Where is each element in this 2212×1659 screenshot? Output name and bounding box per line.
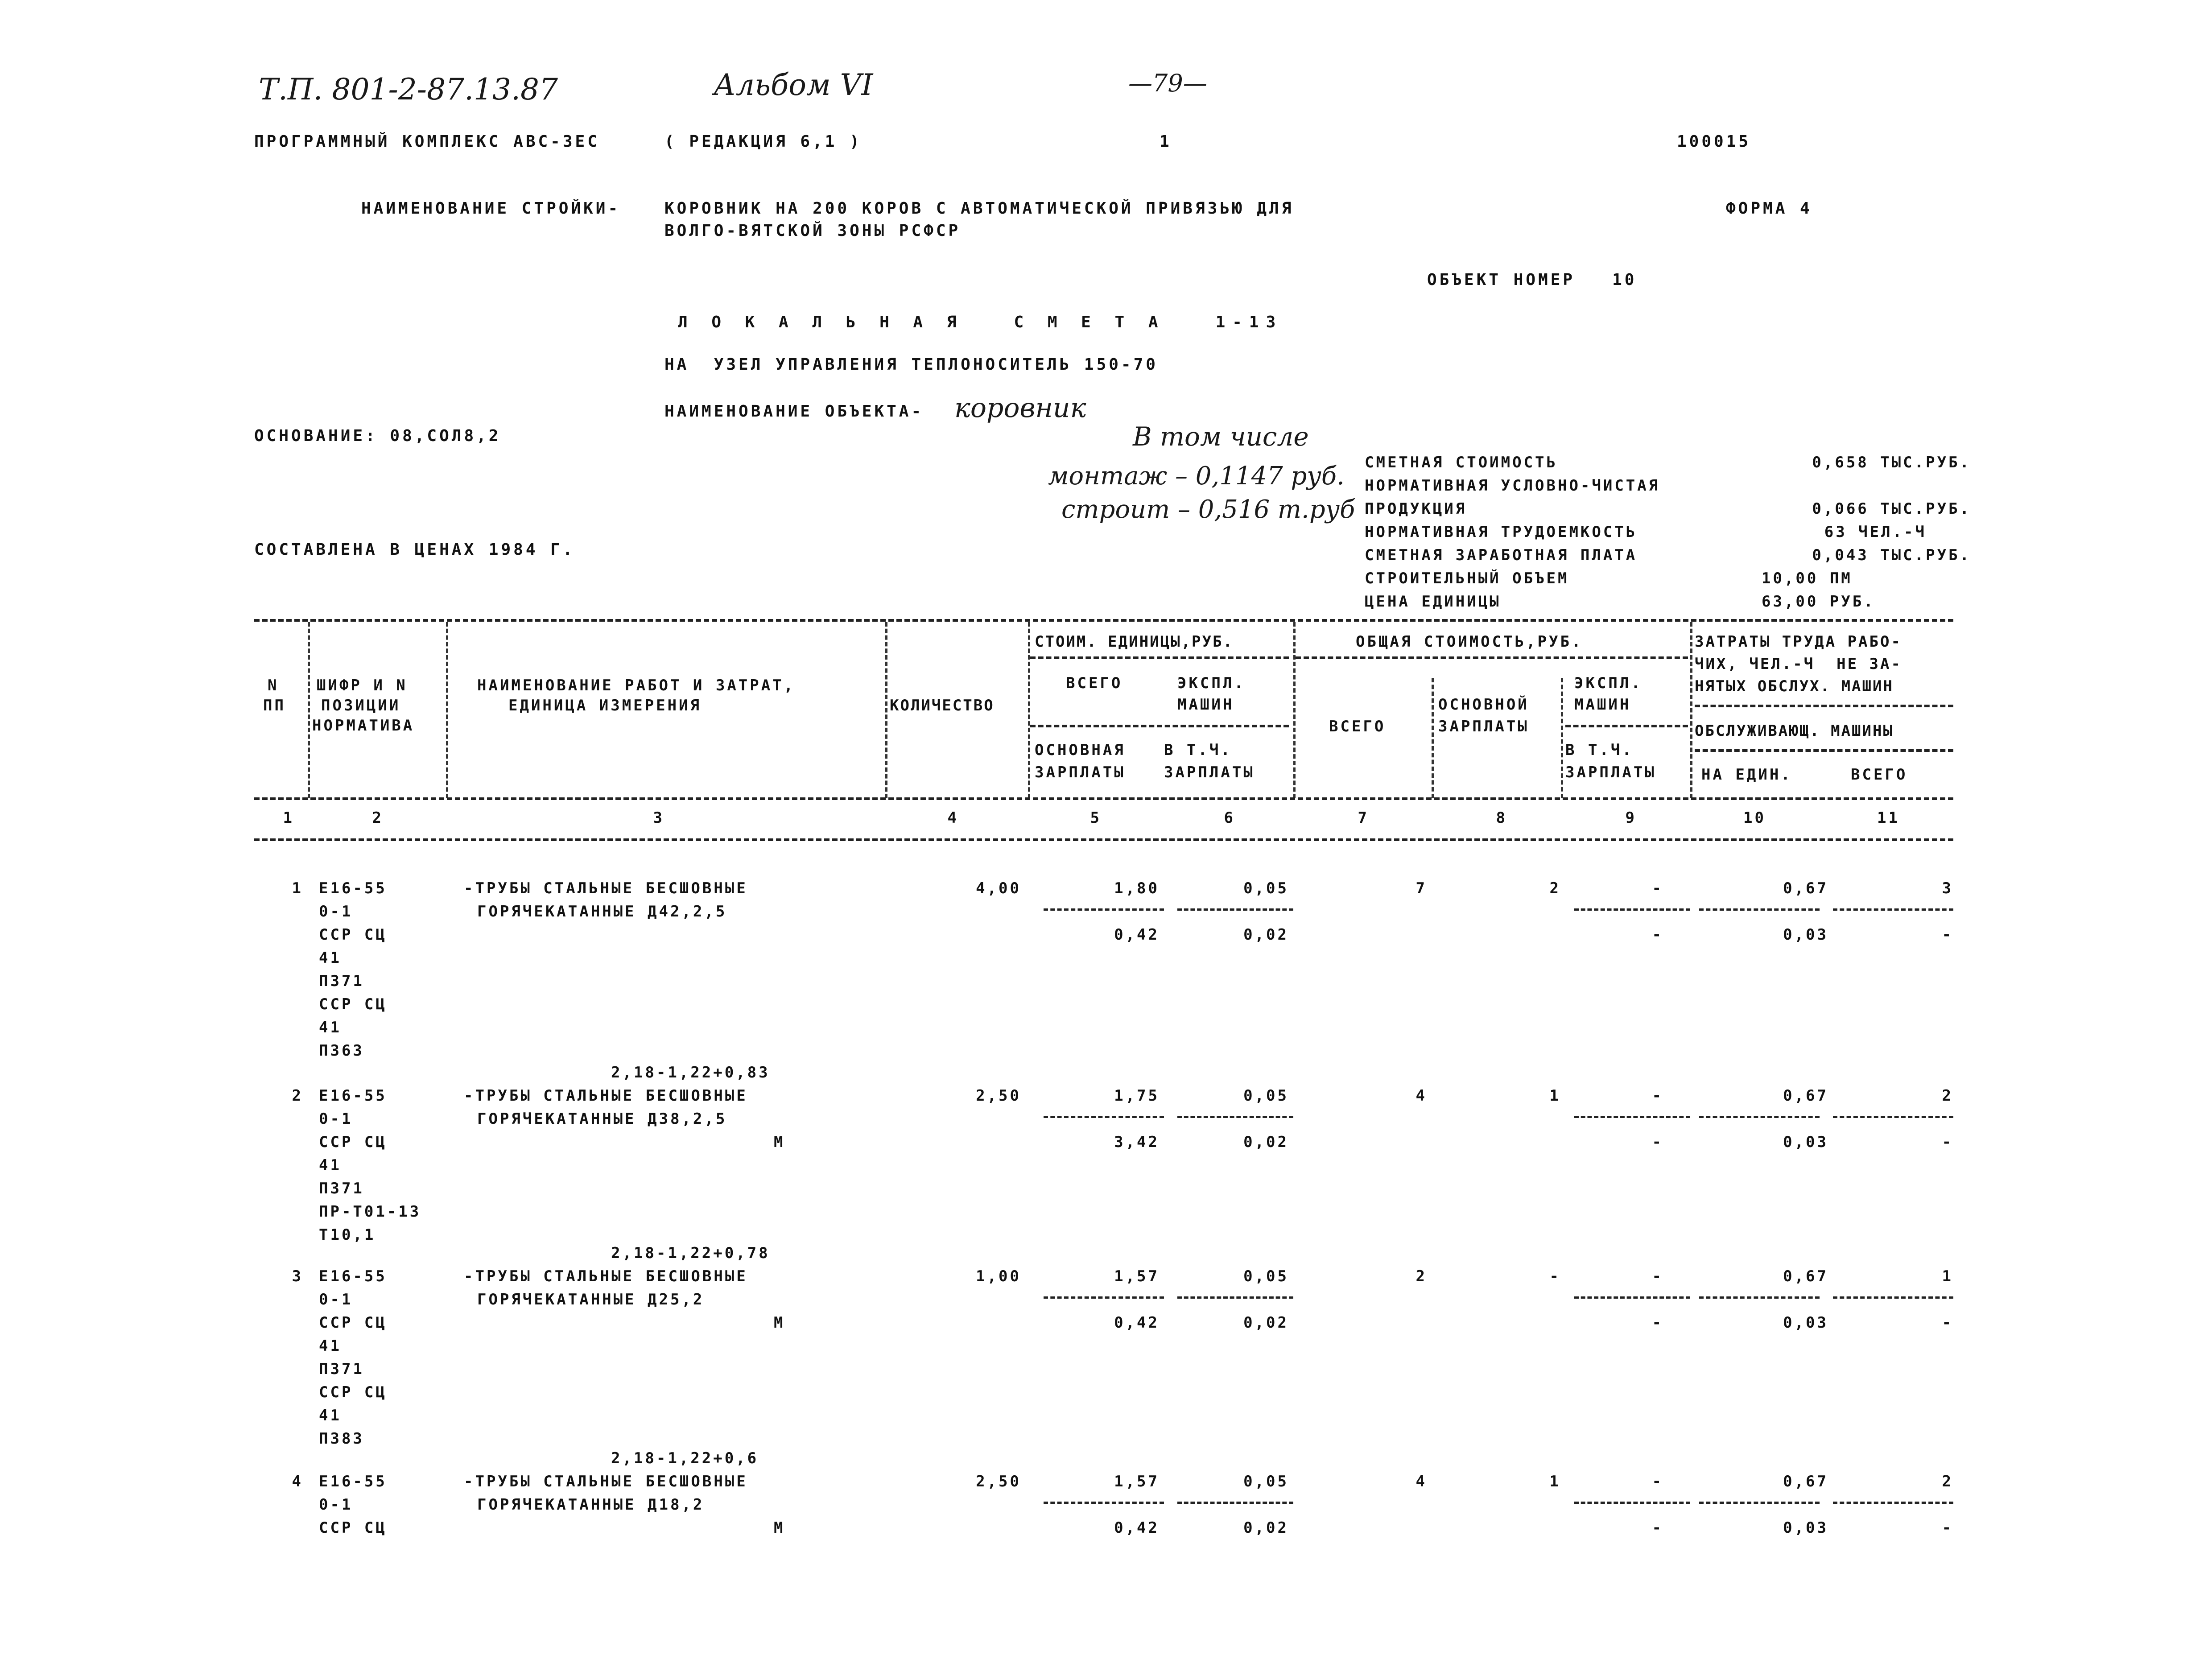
hdr-name: ЕДИНИЦА ИЗМЕРЕНИЯ: [508, 697, 702, 714]
row-number: 3: [292, 1267, 303, 1285]
row-unit-mach: 0,05: [1243, 1473, 1289, 1490]
row-code-line: ПР-Т01-13: [319, 1203, 421, 1221]
row-total-mach: -: [1652, 879, 1663, 897]
row-subrule: [1044, 1116, 1164, 1118]
row-subrule: [1833, 1296, 1953, 1299]
summary-label: СМЕТНАЯ ЗАРАБОТНАЯ ПЛАТА: [1365, 546, 1638, 564]
col-divider: [446, 622, 448, 798]
summary-label: НОРМАТИВНАЯ УСЛОВНО-ЧИСТАЯ: [1365, 477, 1660, 495]
row-subrule: [1044, 1502, 1164, 1504]
construction-line-1: КОРОВНИК НА 200 КОРОВ С АВТОМАТИЧЕСКОЙ ПРИВЯЗЬЮ ДЛЯ: [664, 199, 1294, 218]
row-subrule: [1574, 908, 1690, 911]
col-divider: [1293, 622, 1296, 798]
row-code-line: ССР СЦ: [319, 995, 387, 1013]
colnum: 9: [1625, 809, 1637, 827]
row-labor-total-mach: -: [1942, 1133, 1953, 1151]
row-code-line: ССР СЦ: [319, 1314, 387, 1332]
row-code-line: 41: [319, 1407, 342, 1424]
header-subrule: [1695, 749, 1953, 752]
colnum: 6: [1224, 809, 1235, 827]
row-total-mach-wage: -: [1652, 926, 1663, 944]
hdr-total-zp: ЗАРПЛАТЫ: [1565, 763, 1656, 781]
row-unit-cost: 1,57: [1114, 1267, 1160, 1285]
summary-value: 0,066 ТЫС.РУБ.: [1812, 500, 1971, 518]
row-labor-total: 1: [1942, 1267, 1953, 1285]
row-subrule: [1699, 1116, 1820, 1118]
hdr-total-ekspl: МАШИН: [1574, 696, 1631, 714]
colnum: 3: [653, 809, 664, 827]
header-subrule: [1030, 725, 1289, 727]
row-code-line: П383: [319, 1430, 364, 1448]
row-name-line-1: -ТРУБЫ СТАЛЬНЫЕ БЕСШОВНЫЕ: [464, 1267, 748, 1285]
hdr-unit-cost: СТОИМ. ЕДИНИЦЫ,РУБ.: [1035, 633, 1234, 651]
summary-label: ЦЕНА ЕДИНИЦЫ: [1365, 593, 1501, 611]
row-name-line-2: ГОРЯЧЕКАТАННЫЕ Д25,2: [477, 1291, 705, 1308]
hdr-name: НАИМЕНОВАНИЕ РАБОТ И ЗАТРАТ,: [477, 677, 796, 694]
row-total-wage: 2: [1549, 879, 1561, 897]
row-quantity: 4,00: [976, 879, 1021, 897]
row-name-line-1: -ТРУБЫ СТАЛЬНЫЕ БЕСШОВНЫЕ: [464, 879, 748, 897]
row-total-mach-wage: -: [1652, 1314, 1663, 1332]
row-total-wage: 1: [1549, 1087, 1561, 1105]
colnum-bottom-rule: [254, 838, 1953, 841]
row-total: 2: [1416, 1267, 1427, 1285]
col-divider: [1690, 622, 1692, 798]
hdr-labor: ВСЕГО: [1851, 766, 1908, 784]
colnum: 11: [1877, 809, 1900, 827]
row-subrule: [1574, 1116, 1690, 1118]
row-labor-unit-mach: 0,03: [1783, 926, 1828, 944]
row-labor-unit: 0,67: [1783, 1267, 1828, 1285]
row-unit: М: [774, 1314, 785, 1332]
hdr-total-ekspl: ЭКСПЛ.: [1574, 674, 1642, 692]
row-code-line: Е16-55: [319, 1473, 387, 1490]
row-unit-wage: 0,42: [1114, 1519, 1160, 1537]
row-code-line: 0-1: [319, 1496, 353, 1514]
row-total-wage: -: [1549, 1267, 1561, 1285]
row-name-line-1: -ТРУБЫ СТАЛЬНЫЕ БЕСШОВНЫЕ: [464, 1473, 748, 1490]
row-unit-mach-wage: 0,02: [1243, 926, 1289, 944]
row-subrule: [1833, 908, 1953, 911]
colnum: 1: [283, 809, 294, 827]
album-label: Альбом VI: [714, 68, 873, 102]
program-code: 100015: [1677, 132, 1751, 151]
row-total-mach: -: [1652, 1087, 1663, 1105]
row-total-mach: -: [1652, 1267, 1663, 1285]
page-number: —79—: [1128, 69, 1207, 97]
colnum: 2: [372, 809, 384, 827]
row-labor-unit-mach: 0,03: [1783, 1133, 1828, 1151]
row-labor-total: 2: [1942, 1473, 1953, 1490]
hdr-qty: КОЛИЧЕСТВО: [890, 697, 995, 714]
hdr-pp: ПП: [263, 697, 286, 714]
header-subrule: [1030, 656, 1289, 659]
row-unit-wage: 0,42: [1114, 1314, 1160, 1332]
colnum: 10: [1743, 809, 1766, 827]
price-level: СОСТАВЛЕНА В ЦЕНАХ 1984 Г.: [254, 541, 575, 559]
row-name-line-2: ГОРЯЧЕКАТАННЫЕ Д42,2,5: [477, 903, 727, 920]
hdr-code: ШИФР И N: [317, 677, 408, 694]
row-total-mach-wage: -: [1652, 1519, 1663, 1537]
hdr-zarplaty: ЗАРПЛАТЫ: [1035, 763, 1126, 781]
row-number: 2: [292, 1087, 303, 1105]
row-code-line: 0-1: [319, 1110, 353, 1128]
row-labor-total-mach: -: [1942, 1519, 1953, 1537]
row-subrule: [1699, 908, 1820, 911]
row-subrule: [1574, 1502, 1690, 1504]
hdr-n: N: [268, 677, 279, 694]
row-labor-unit: 0,67: [1783, 1087, 1828, 1105]
row-name-line-1: -ТРУБЫ СТАЛЬНЫЕ БЕСШОВНЫЕ: [464, 1087, 748, 1105]
row-code-line: П363: [319, 1042, 364, 1060]
handwritten-note-2: монтаж – 0,1147 руб.: [1048, 462, 1345, 491]
program-mark: 1: [1160, 132, 1172, 151]
row-formula: 2,18-1,22+0,83: [611, 1064, 770, 1081]
row-labor-unit-mach: 0,03: [1783, 1519, 1828, 1537]
row-number: 4: [292, 1473, 303, 1490]
row-code-line: П371: [319, 972, 364, 990]
construction-label: НАИМЕНОВАНИЕ СТРОЙКИ-: [361, 199, 621, 218]
row-total-mach-wage: -: [1652, 1133, 1663, 1151]
row-code-line: ССР СЦ: [319, 1383, 387, 1401]
row-code-line: 0-1: [319, 903, 353, 920]
header-subrule: [1296, 656, 1688, 659]
summary-value: 63 ЧЕЛ.-Ч: [1824, 523, 1927, 541]
hdr-ekspl: МАШИН: [1177, 696, 1234, 714]
summary-value: 0,043 ТЫС.РУБ.: [1812, 546, 1971, 564]
summary-label: НОРМАТИВНАЯ ТРУДОЕМКОСТЬ: [1365, 523, 1638, 541]
table-top-rule: [254, 619, 1953, 622]
row-labor-total-mach: -: [1942, 926, 1953, 944]
row-code-line: П371: [319, 1360, 364, 1378]
project-code: Т.П. 801-2-87.13.87: [259, 72, 558, 107]
object-handwritten: коровник: [954, 392, 1086, 424]
row-quantity: 2,50: [976, 1087, 1021, 1105]
row-unit-mach: 0,05: [1243, 879, 1289, 897]
colnum: 4: [947, 809, 959, 827]
row-labor-total: 2: [1942, 1087, 1953, 1105]
hdr-zarplaty: ЗАРПЛАТЫ: [1164, 763, 1255, 781]
summary-value: 0,658 ТЫС.РУБ.: [1812, 454, 1971, 471]
object-label: НАИМЕНОВАНИЕ ОБЪЕКТА-: [664, 402, 924, 421]
handwritten-note-1: В том числе: [1133, 421, 1309, 452]
header-bottom-rule: [254, 797, 1953, 800]
hdr-total-osn: ОСНОВНОЙ: [1438, 696, 1529, 714]
row-code-line: 41: [319, 1019, 342, 1036]
row-subrule: [1574, 1296, 1690, 1299]
row-code-line: П371: [319, 1180, 364, 1197]
hdr-code: НОРМАТИВА: [312, 717, 415, 735]
row-subrule: [1177, 1502, 1293, 1504]
construction-line-2: ВОЛГО-ВЯТСКОЙ ЗОНЫ РСФСР: [664, 222, 961, 240]
row-code-line: 0-1: [319, 1291, 353, 1308]
row-code-line: 41: [319, 949, 342, 967]
row-subrule: [1044, 1296, 1164, 1299]
estimate-subject: НА УЗЕЛ УПРАВЛЕНИЯ ТЕПЛОНОСИТЕЛЬ 150-70: [664, 355, 1158, 374]
row-unit-cost: 1,75: [1114, 1087, 1160, 1105]
row-code-line: 41: [319, 1337, 342, 1355]
row-subrule: [1699, 1296, 1820, 1299]
row-subrule: [1699, 1502, 1820, 1504]
row-code-line: Е16-55: [319, 879, 387, 897]
row-formula: 2,18-1,22+0,78: [611, 1244, 770, 1262]
row-unit-wage: 3,42: [1114, 1133, 1160, 1151]
row-unit-mach-wage: 0,02: [1243, 1519, 1289, 1537]
handwritten-note-3: строит – 0,516 т.руб: [1061, 495, 1355, 524]
row-unit-mach: 0,05: [1243, 1267, 1289, 1285]
hdr-vtch: В Т.Ч.: [1164, 741, 1232, 759]
colnum: 7: [1358, 809, 1369, 827]
row-code-line: 41: [319, 1156, 342, 1174]
row-unit-wage: 0,42: [1114, 926, 1160, 944]
row-subrule: [1044, 908, 1164, 911]
hdr-labor: ЧИХ, ЧЕЛ.-Ч НЕ ЗА-: [1695, 655, 1902, 673]
row-labor-total: 3: [1942, 879, 1953, 897]
row-subrule: [1833, 1116, 1953, 1118]
object-number: ОБЪЕКТ НОМЕР 10: [1427, 271, 1637, 289]
row-unit-mach: 0,05: [1243, 1087, 1289, 1105]
row-unit-mach-wage: 0,02: [1243, 1133, 1289, 1151]
hdr-total-vsego: ВСЕГО: [1329, 718, 1386, 735]
hdr-total-osn: ЗАРПЛАТЫ: [1438, 718, 1529, 735]
col-divider: [1028, 622, 1030, 798]
program-name: ПРОГРАММНЫЙ КОМПЛЕКС АВС-3ЕС: [254, 132, 600, 151]
row-name-line-2: ГОРЯЧЕКАТАННЫЕ Д18,2: [477, 1496, 705, 1514]
program-edition: ( РЕДАКЦИЯ 6,1 ): [664, 132, 862, 151]
col-divider: [1432, 678, 1434, 798]
hdr-labor: НА ЕДИН.: [1701, 766, 1792, 784]
row-labor-unit: 0,67: [1783, 1473, 1828, 1490]
row-code-line: Е16-55: [319, 1267, 387, 1285]
summary-value: 63,00 РУБ.: [1762, 593, 1875, 611]
row-labor-unit: 0,67: [1783, 879, 1828, 897]
summary-label: СМЕТНАЯ СТОИМОСТЬ: [1365, 454, 1558, 471]
row-quantity: 2,50: [976, 1473, 1021, 1490]
basis: ОСНОВАНИЕ: 08,СОЛ8,2: [254, 427, 501, 445]
estimate-title: Л О К А Л Ь Н А Я С М Е Т А 1-13: [678, 313, 1283, 331]
row-code-line: ССР СЦ: [319, 926, 387, 944]
row-formula: 2,18-1,22+0,6: [611, 1449, 759, 1467]
summary-value: 10,00 ПМ: [1762, 570, 1853, 587]
row-labor-unit-mach: 0,03: [1783, 1314, 1828, 1332]
row-unit: М: [774, 1133, 785, 1151]
row-labor-total-mach: -: [1942, 1314, 1953, 1332]
row-unit-cost: 1,80: [1114, 879, 1160, 897]
hdr-osnovnaya: ОСНОВНАЯ: [1035, 741, 1126, 759]
hdr-labor: ЗАТРАТЫ ТРУДА РАБО-: [1695, 633, 1902, 651]
col-divider: [885, 622, 887, 798]
summary-label: СТРОИТЕЛЬНЫЙ ОБЪЕМ: [1365, 570, 1569, 587]
row-subrule: [1177, 908, 1293, 911]
row-code-line: Е16-55: [319, 1087, 387, 1105]
row-unit: М: [774, 1519, 785, 1537]
col-divider: [1561, 678, 1563, 798]
colnum: 8: [1496, 809, 1507, 827]
hdr-labor: НЯТЫХ ОБСЛУХ. МАШИН: [1695, 677, 1894, 695]
header-subrule: [1695, 705, 1953, 707]
hdr-ekspl: ЭКСПЛ.: [1177, 674, 1246, 692]
hdr-vsego: ВСЕГО: [1066, 674, 1123, 692]
row-subrule: [1833, 1502, 1953, 1504]
row-total: 7: [1416, 879, 1427, 897]
row-total: 4: [1416, 1473, 1427, 1490]
hdr-total-vtch: В Т.Ч.: [1565, 741, 1634, 759]
row-quantity: 1,00: [976, 1267, 1021, 1285]
form-label: ФОРМА 4: [1726, 199, 1812, 218]
row-code-line: Т10,1: [319, 1226, 376, 1244]
row-total-wage: 1: [1549, 1473, 1561, 1490]
row-subrule: [1177, 1116, 1293, 1118]
row-total: 4: [1416, 1087, 1427, 1105]
row-total-mach: -: [1652, 1473, 1663, 1490]
row-name-line-2: ГОРЯЧЕКАТАННЫЕ Д38,2,5: [477, 1110, 727, 1128]
row-code-line: ССР СЦ: [319, 1133, 387, 1151]
colnum: 5: [1090, 809, 1102, 827]
row-unit-mach-wage: 0,02: [1243, 1314, 1289, 1332]
hdr-total-cost: ОБЩАЯ СТОИМОСТЬ,РУБ.: [1356, 633, 1583, 651]
row-unit-cost: 1,57: [1114, 1473, 1160, 1490]
header-subrule: [1565, 725, 1688, 727]
summary-label: ПРОДУКЦИЯ: [1365, 500, 1467, 518]
row-code-line: ССР СЦ: [319, 1519, 387, 1537]
row-number: 1: [292, 879, 303, 897]
hdr-labor: ОБСЛУЖИВАЮЩ. МАШИНЫ: [1695, 722, 1894, 740]
col-divider: [308, 622, 310, 798]
hdr-code: ПОЗИЦИИ: [321, 697, 401, 714]
row-subrule: [1177, 1296, 1293, 1299]
